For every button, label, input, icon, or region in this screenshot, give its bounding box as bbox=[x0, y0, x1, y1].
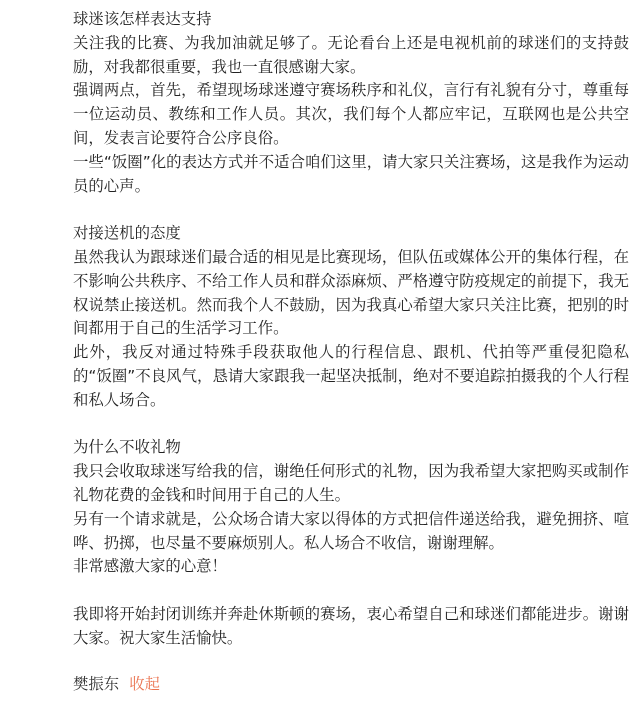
section-heading: 为什么不收礼物 bbox=[73, 438, 181, 457]
paragraph: 一些“饭圈”化的表达方式并不适合咱们这里，请大家只关注赛场，这是我作为运动员的心声。 bbox=[73, 152, 629, 195]
section-airport bbox=[73, 222, 629, 412]
paragraph: 我只会收取球迷写给我的信，谢绝任何形式的礼物，因为我希望大家把购买或制作礼物花费的金钱和时间用于自己的人生。 bbox=[73, 462, 629, 504]
author-name: 樊振东 bbox=[73, 674, 120, 693]
paragraph: 关注我的比赛、为我加油就足够了。无论看台上还是电视机前的球迷们的支持鼓励，对我都很重要，我也一直很感谢大家。 bbox=[73, 33, 629, 76]
section-heading: 球迷该怎样表达支持 bbox=[73, 10, 212, 28]
paragraph: 虽然我认为跟球迷们最合适的相见是比赛现场，但队伍或媒体公开的集体行程，在不影响公共秩序、不给工作人员和群众添麻烦、严格遵守防疫规定的前提下，我无权说禁止接送机。然而我个人不鼓励，因为我真心希望大家只关注比赛，把别的时间都用于自己的生活学习工作。 bbox=[73, 247, 629, 338]
paragraph-gap bbox=[73, 198, 629, 222]
post-footer bbox=[73, 673, 629, 697]
paragraph-gap bbox=[73, 413, 629, 437]
section-gifts bbox=[73, 436, 629, 579]
paragraph: 另有一个请求就是，公众场合请大家以得体的方式把信件递送给我，避免拥挤、喧哗、扔掷，也尽量不要麻烦别人。私人场合不收信，谢谢理解。 bbox=[73, 509, 629, 552]
paragraph: 此外，我反对通过特殊手段获取他人的行程信息、跟机、代拍等严重侵犯隐私的“饭圈”不良风气，恳请大家跟我一起坚决抵制，绝对不要追踪拍摄我的个人行程和私人场合。 bbox=[73, 343, 629, 409]
paragraph: 我即将开始封闭训练并奔赴休斯顿的赛场，衷心希望自己和球迷们都能进步。谢谢大家。祝大家生活愉快。 bbox=[73, 604, 629, 647]
paragraph-gap bbox=[73, 579, 629, 603]
section-heading: 对接送机的态度 bbox=[73, 224, 181, 243]
post-content bbox=[73, 8, 629, 696]
paragraph: 强调两点，首先，希望现场球迷遵守赛场秩序和礼仪，言行有礼貌有分寸，尊重每一位运动员、教练和工作人员。其次，我们每个人都应牢记，互联网也是公共空间，发表言论要符合公序良俗。 bbox=[73, 81, 629, 147]
section-fan-support bbox=[73, 8, 629, 198]
paragraph: 非常感激大家的心意！ bbox=[73, 557, 227, 576]
collapse-link[interactable]: 收起 bbox=[129, 674, 160, 693]
section-closing bbox=[73, 603, 629, 651]
